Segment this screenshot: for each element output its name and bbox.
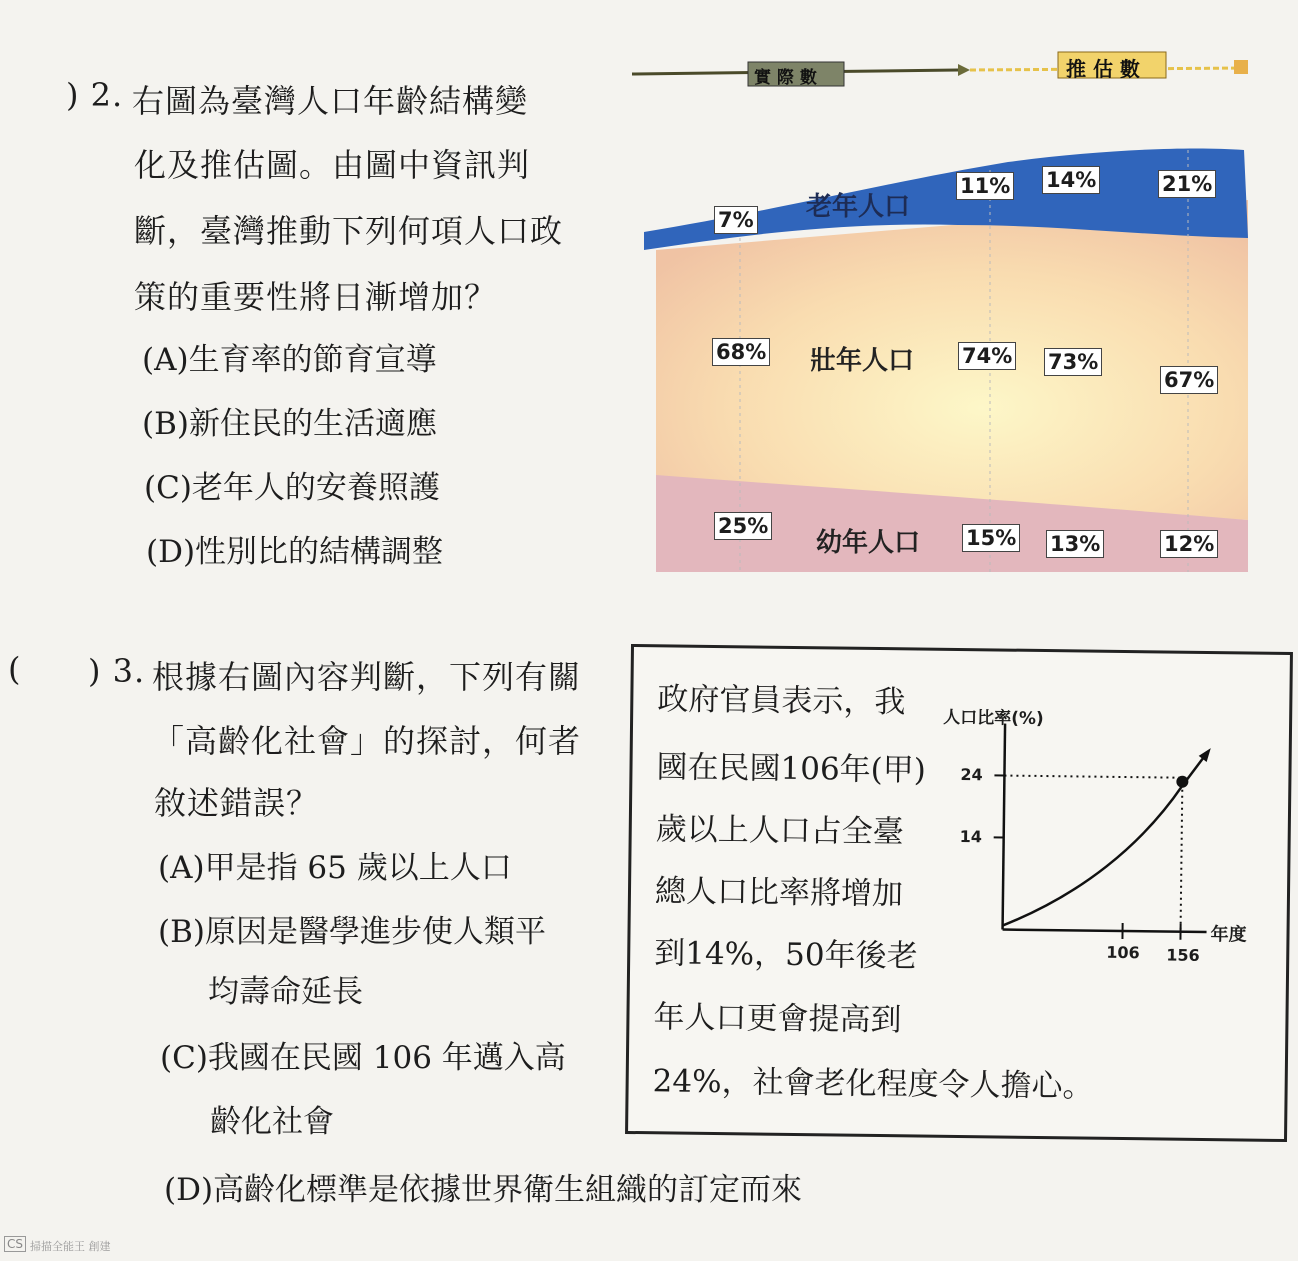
quote-line-1: 政府官員表示，我: [657, 681, 906, 721]
child-pct-4: 12%: [1160, 530, 1218, 558]
adult-label: 壯年人口: [810, 346, 915, 376]
q2-line-2: 化及推估圖。由圖中資訊判: [134, 146, 531, 184]
adult-pct-4: 67%: [1160, 366, 1218, 394]
scanner-watermark: 掃描全能王 創建: [30, 1240, 111, 1253]
mini-guide-h: [1004, 776, 1182, 778]
mini-y-axis: [1003, 724, 1006, 930]
elderly-pct-2: 11%: [956, 172, 1014, 200]
mini-curve: [1003, 754, 1205, 928]
legend-end-box: [1234, 60, 1248, 74]
q2-option-a[interactable]: (A)生育率的節育宣導: [142, 342, 437, 378]
legend-arrow-head: [958, 64, 970, 76]
q3-option-d[interactable]: (D)高齡化標準是依據世界衛生組織的訂定而來: [164, 1172, 803, 1208]
q3-option-c[interactable]: (C)我國在民國 106 年邁入高: [160, 1040, 566, 1076]
elderly-pct-4: 21%: [1158, 170, 1216, 198]
q3-line-2: 「高齡化社會」的探討，何者: [152, 722, 582, 760]
q2-number: ) 2.: [66, 76, 124, 114]
adult-pct-1: 68%: [712, 338, 770, 366]
population-structure-chart: [628, 50, 1258, 580]
q3-option-b-cont: 均壽命延長: [208, 974, 363, 1010]
mini-xtick-label-156: 156: [1166, 945, 1200, 965]
quote-line-6: 年人口更會提高到: [653, 999, 902, 1039]
quote-line-4: 總人口比率將增加: [654, 873, 904, 913]
adult-pct-2: 74%: [958, 342, 1016, 370]
quote-line-5: 到14%，50年後老: [654, 935, 918, 975]
child-label: 幼年人口: [816, 528, 921, 558]
mini-chart: [940, 703, 1283, 967]
q2-line-4: 策的重要性將日漸增加？: [134, 278, 498, 316]
q3-option-a[interactable]: (A)甲是指 65 歲以上人口: [158, 850, 512, 886]
q2-line-3: 斷，臺灣推動下列何項人口政: [134, 212, 564, 250]
quote-line-7: 24%，社會老化程度令人擔心。: [652, 1063, 1094, 1105]
mini-xlabel: 年度: [1210, 924, 1247, 946]
q3-option-b[interactable]: (B)原因是醫學進步使人類平: [158, 914, 546, 950]
legend-estimate-label: 推 估 數: [1066, 57, 1140, 81]
quote-line-2: 國在民國106年(甲): [656, 749, 927, 789]
q2-option-d[interactable]: (D)性別比的結構調整: [146, 534, 444, 570]
scanner-badge: CS: [4, 1236, 26, 1252]
mini-xtick-label-106: 106: [1106, 942, 1140, 963]
q3-line-3: 敘述錯誤？: [154, 784, 320, 822]
answer-paren[interactable]: (: [8, 650, 22, 688]
mini-point: [1176, 776, 1188, 788]
q2-line-1: 右圖為臺灣人口年齡結構變: [132, 82, 529, 120]
mini-x-axis: [1003, 930, 1207, 932]
mini-ytick-label-24: 24: [960, 765, 983, 785]
q3-number: ) 3.: [88, 652, 146, 690]
elderly-label: 老年人口: [806, 192, 911, 222]
quote-box: [625, 644, 1293, 1142]
q2-option-b[interactable]: (B)新住民的生活適應: [142, 406, 437, 442]
mini-ylabel: 人口比率(%): [943, 707, 1044, 730]
q2-option-c[interactable]: (C)老年人的安養照護: [144, 470, 440, 506]
child-pct-3: 13%: [1046, 530, 1104, 558]
mini-guide-v: [1181, 778, 1183, 932]
mini-ytick-label-14: 14: [959, 827, 983, 847]
child-pct-1: 25%: [714, 512, 772, 540]
legend-actual-label: 實 際 數: [754, 68, 817, 88]
adult-pct-3: 73%: [1044, 348, 1102, 376]
q3-line-1: 根據右圖內容判斷，下列有關: [152, 658, 582, 696]
q3-option-c-cont: 齡化社會: [210, 1104, 334, 1140]
quote-line-3: 歲以上人口占全臺: [655, 811, 904, 851]
population-chart-svg: [628, 50, 1258, 580]
elderly-pct-1: 7%: [714, 206, 758, 234]
child-pct-2: 15%: [962, 524, 1020, 552]
elderly-pct-3: 14%: [1042, 166, 1100, 194]
